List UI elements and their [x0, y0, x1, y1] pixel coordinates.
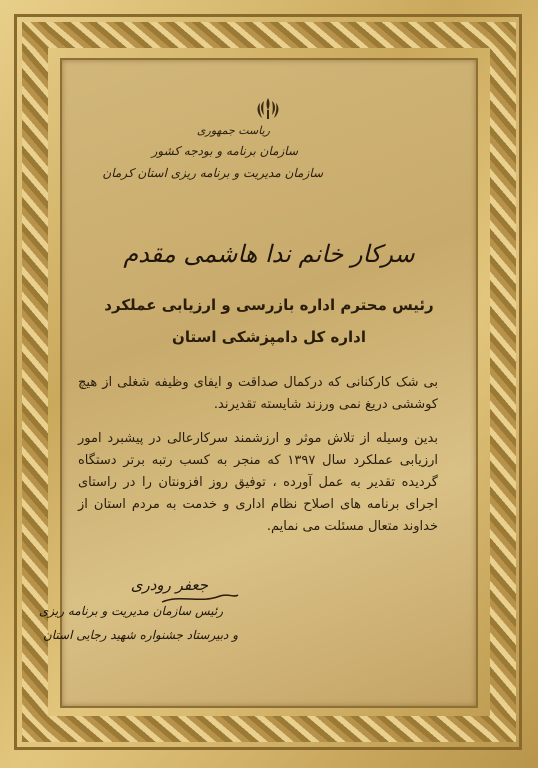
- header-presidency: ریاست جمهوری: [196, 124, 270, 137]
- signatory-title-line2: و دبیرستاد جشنواره شهید رجایی استان: [42, 628, 238, 642]
- header-provincial-organization: سازمان مدیریت و برنامه ریزی استان کرمان: [102, 166, 323, 180]
- body-paragraph-2: بدین وسیله از تلاش موثر و ارزشمند سرکارعالی در پیشبرد امور ارزیابی عملکرد سال ۱۳۹۷ که منجر به کسب رتبه برتر دستگاه گردیده تقدیر به عمل آورده ، توفیق روز افزونتان را در راستای اجرای برنامه های اصلاح نظام اداری و خدمت به مردم استان از خداوند متعال مسئلت می نمایم.: [78, 431, 438, 534]
- signatory-name: جعفر رودری: [130, 576, 208, 594]
- recipient-name: سرکار خانم ندا هاشمی مقدم: [123, 240, 415, 268]
- header-organization: سازمان برنامه و بودجه کشور: [151, 144, 298, 158]
- body-paragraph-1: بی شک کارکنانی که درکمال صداقت و ایفای وظیفه شغلی از هیچ کوششی دریغ نمی ورزند شایسته تقدیرند.: [78, 375, 438, 412]
- iran-emblem-icon: [255, 96, 281, 122]
- signatory-title-line1: رئیس سازمان مدیریت و برنامه ریزی: [38, 604, 223, 618]
- recipient-title-line1: رئیس محترم اداره بازرسی و ارزیابی عملکرد: [104, 296, 434, 314]
- recipient-title-line2: اداره کل دامپزشکی استان: [172, 328, 366, 346]
